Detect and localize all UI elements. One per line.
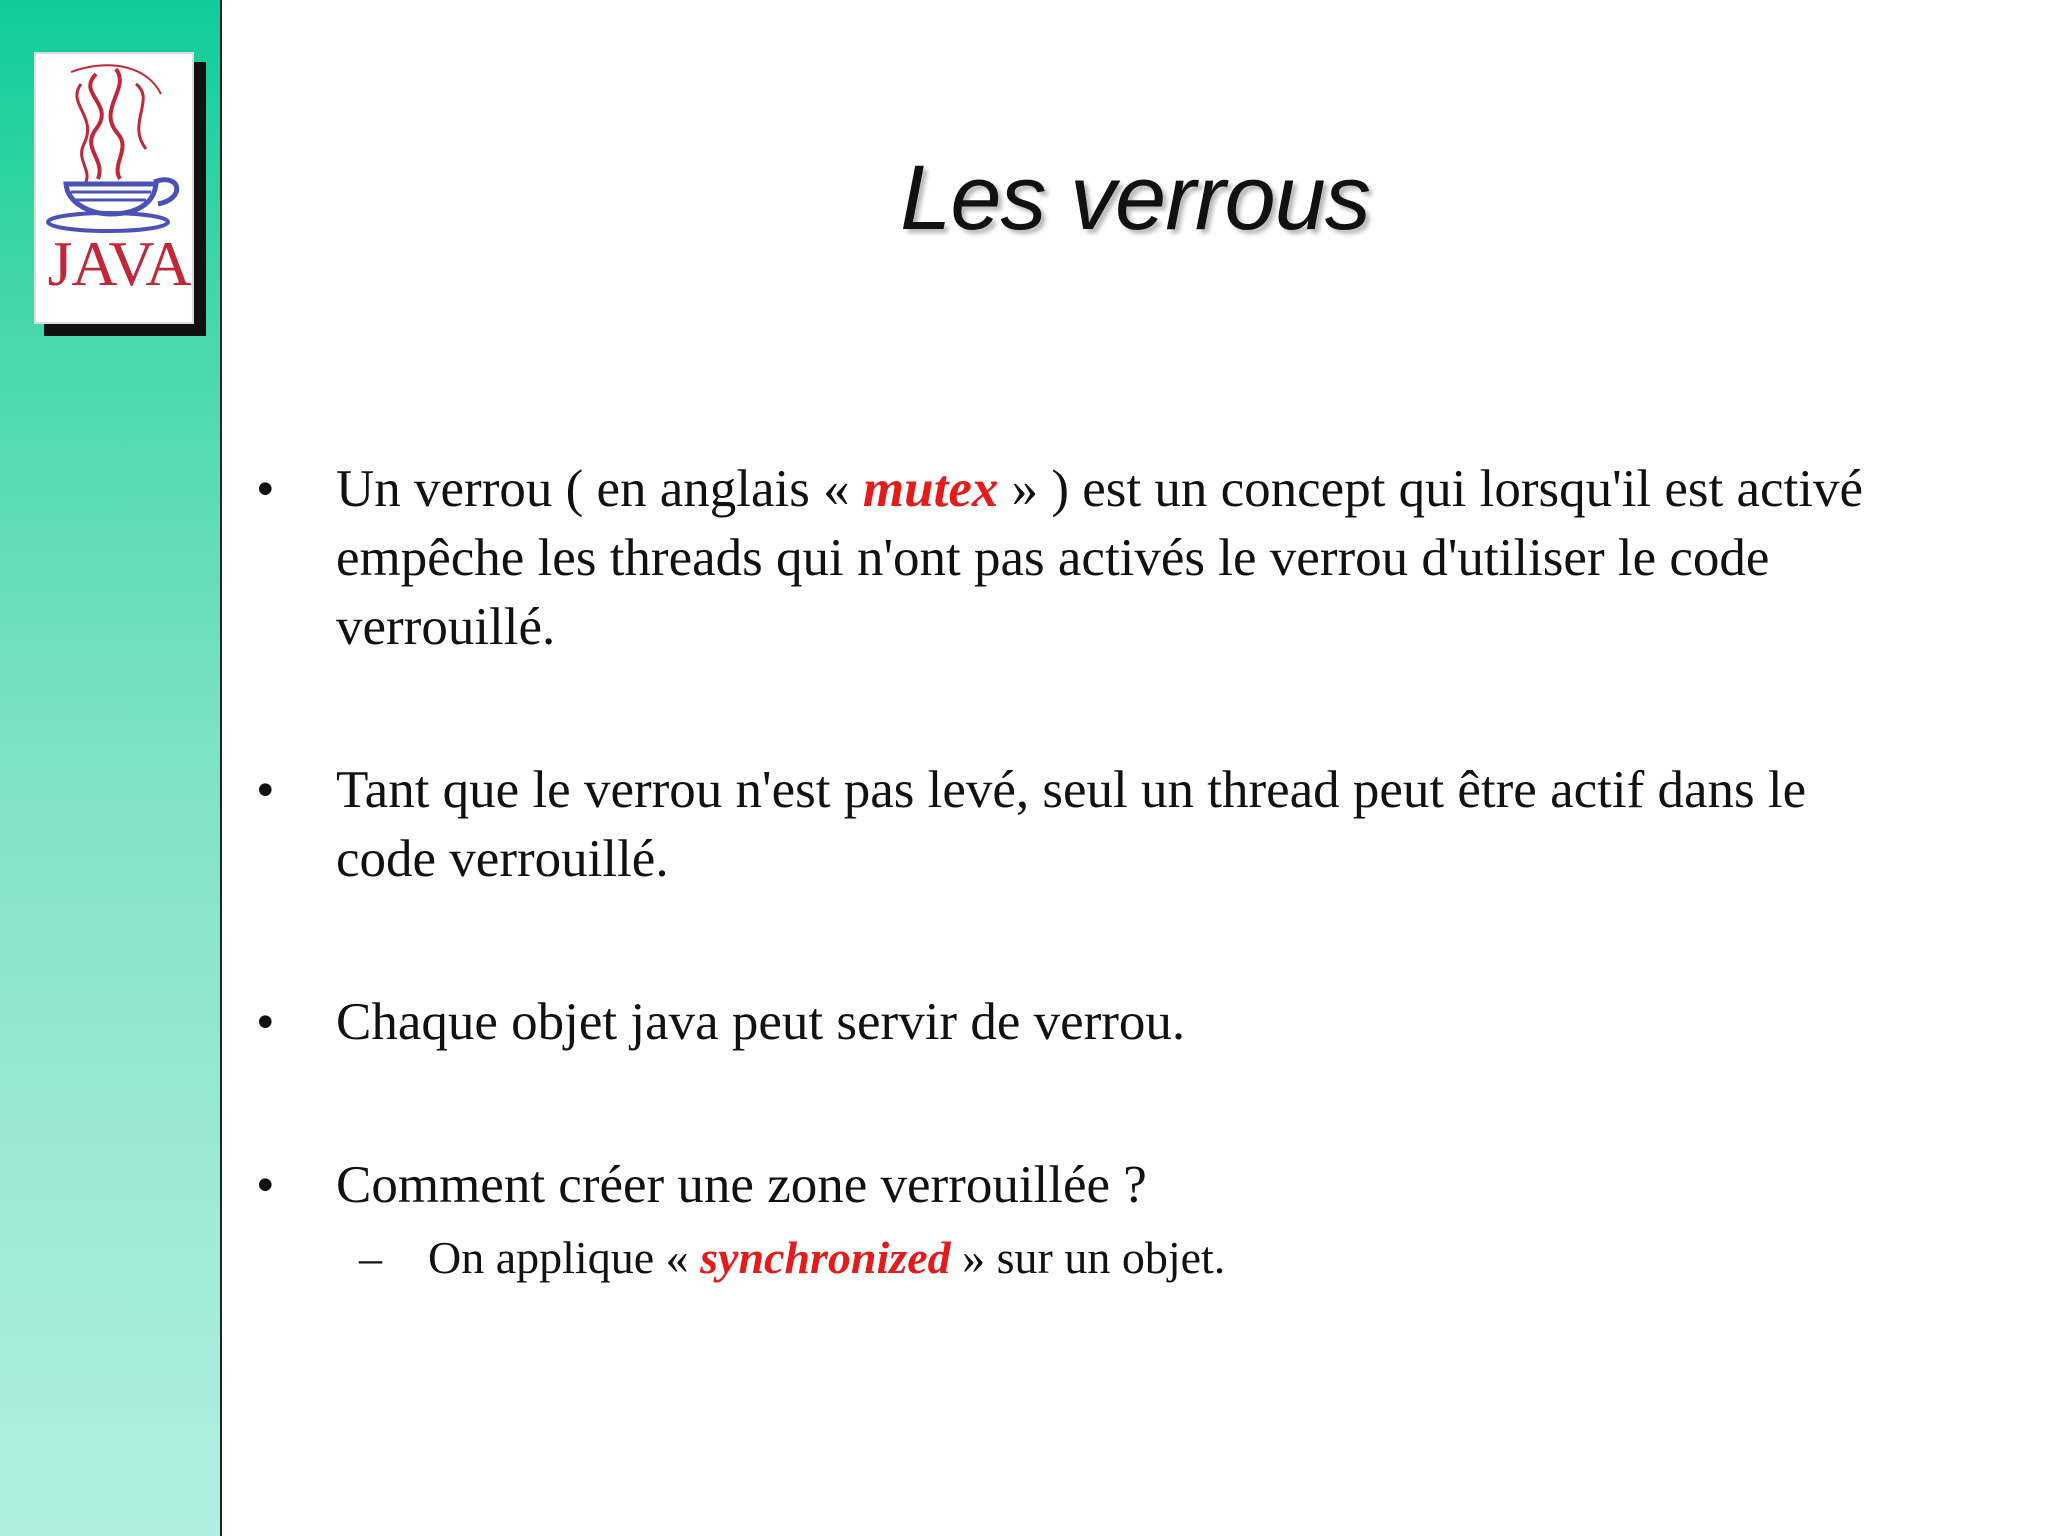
slide-content [256, 455, 1896, 1288]
sub-bullet-text-after: » sur un objet. [950, 1232, 1226, 1283]
bullet-marker: • [256, 1156, 275, 1214]
sub-bullet-item [256, 1228, 1896, 1288]
bullet-item [256, 1151, 1896, 1220]
java-wordmark: JAVA [47, 228, 191, 299]
java-logo [34, 52, 194, 324]
sub-bullet-text-before: On applique « [428, 1232, 701, 1283]
bullet-text: Tant que le verrou n'est pas levé, seul un thread peut être actif dans le code verrouillé. [336, 761, 1807, 888]
sub-bullet-marker: – [359, 1232, 382, 1283]
highlight-synchronized: synchronized [700, 1232, 951, 1283]
bullet-marker: • [256, 993, 275, 1051]
slide-title: Les verrous [900, 147, 1370, 249]
bullet-item [256, 988, 1896, 1057]
bullet-text: Chaque objet java peut servir de verrou. [336, 993, 1186, 1051]
bullet-item [256, 455, 1896, 662]
highlight-mutex: mutex [862, 460, 999, 518]
bullet-text: Comment créer une zone verrouillée ? [336, 1156, 1147, 1214]
bullet-marker: • [256, 460, 275, 518]
sidebar-gradient-bar [0, 0, 222, 1536]
bullet-item [256, 756, 1896, 894]
bullet-marker: • [256, 761, 275, 819]
bullet-text-before: Un verrou ( en anglais « [336, 460, 863, 518]
bullet-text-after: » ) est un concept qui lorsqu'il est activé empêche les threads qui n'ont pas activés le verrou d'utiliser le code verrouillé. [336, 460, 1864, 656]
java-cup-icon [36, 54, 192, 234]
